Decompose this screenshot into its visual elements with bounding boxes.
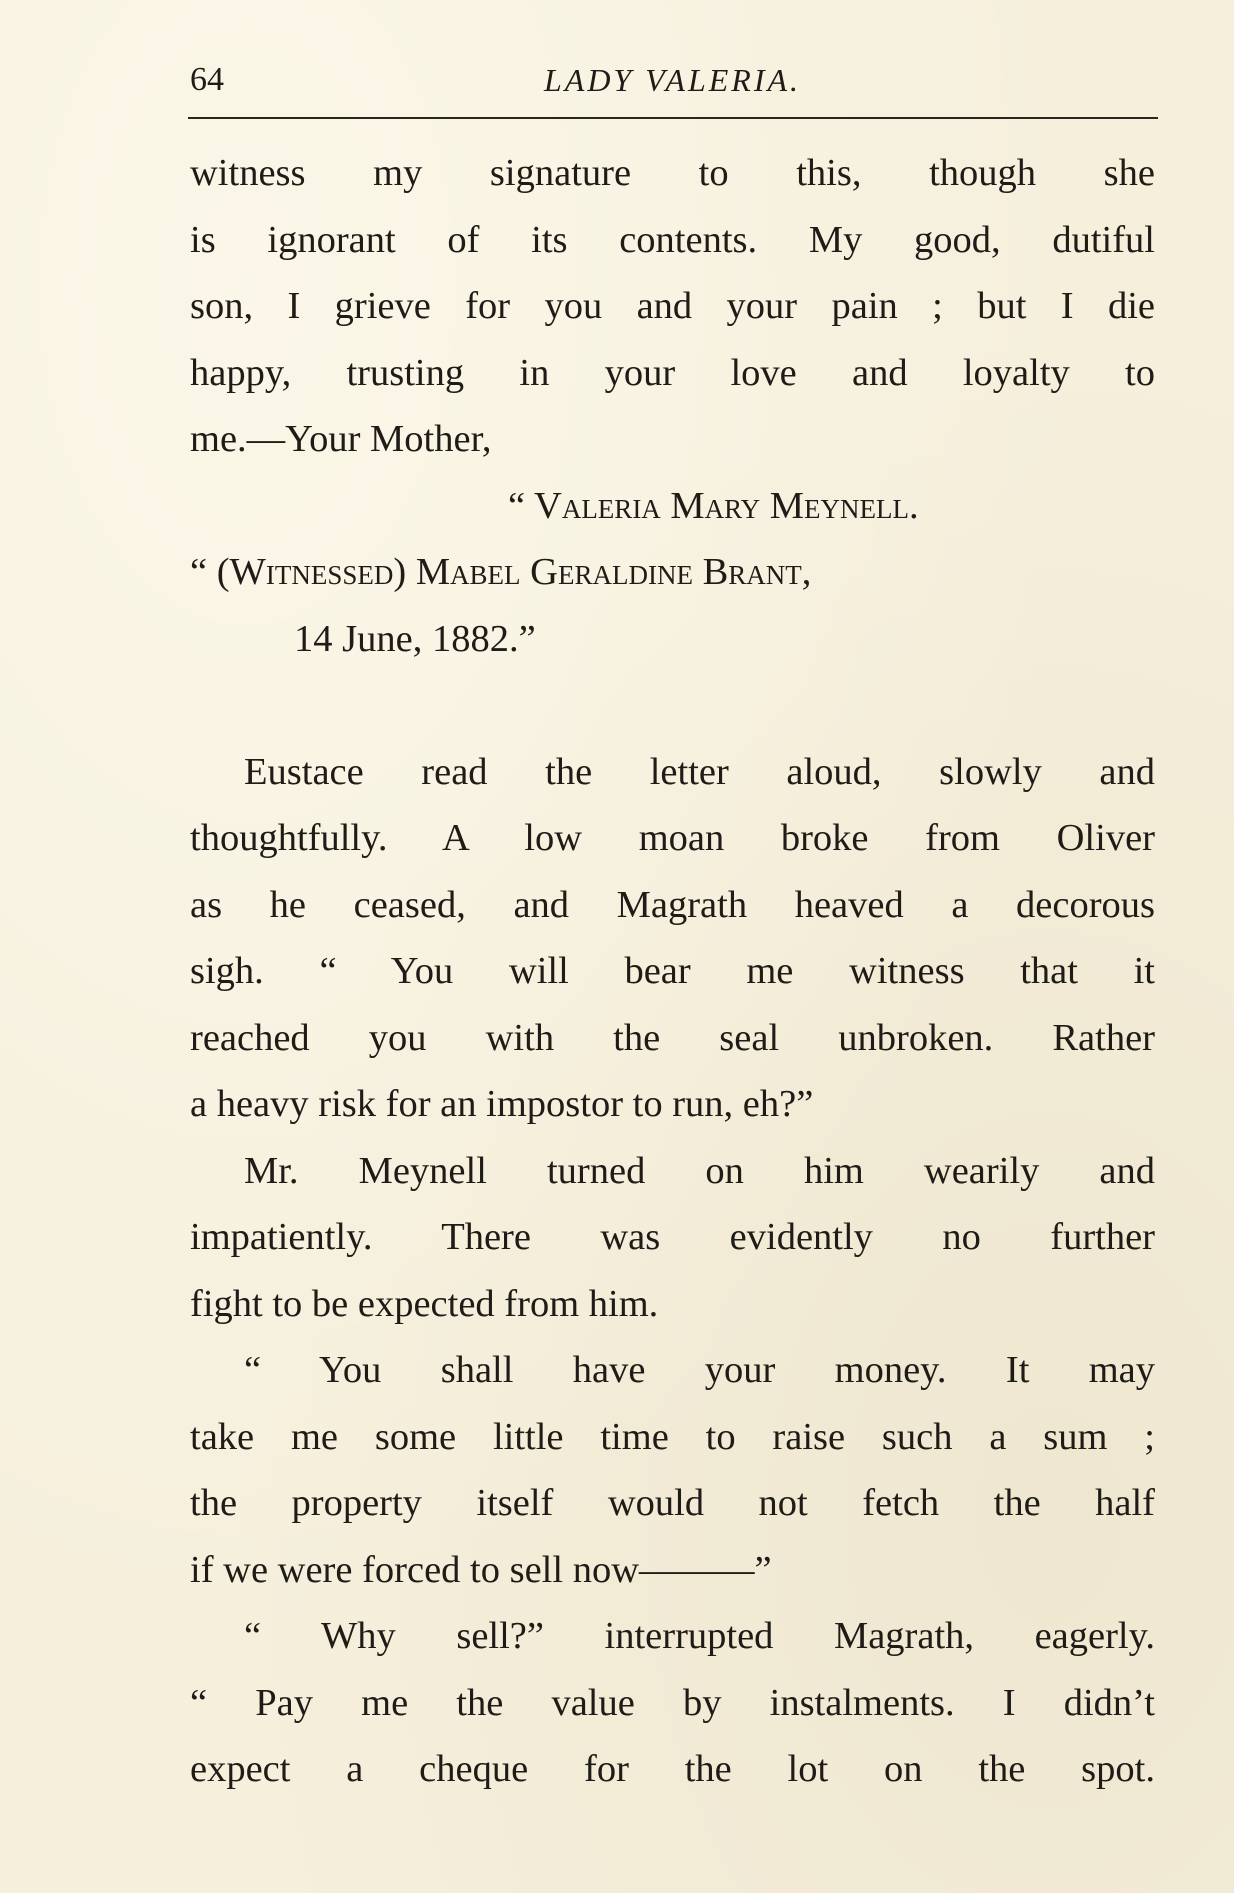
signature-line: “ Valeria Mary Meynell. — [508, 484, 919, 527]
running-title: LADY VALERIA. — [543, 62, 802, 98]
text-line: “ Why sell?” interrupted Magrath, eagerly. — [244, 1615, 1155, 1657]
body-text — [190, 140, 1155, 1803]
text-line: “ You shall have your money. It may — [244, 1349, 1155, 1391]
text-line: as he ceased, and Magrath heaved a decorous — [190, 883, 1155, 926]
text-line: son, I grieve for you and your pain ; but I die — [190, 285, 1155, 327]
text-line: sigh. “ You will bear me witness that it — [190, 950, 1155, 992]
text-line: Mr. Meynell turned on him wearily and — [244, 1149, 1155, 1192]
paragraph-gap — [190, 672, 1155, 739]
text-line: take me some little time to raise such a sum ; — [190, 1415, 1155, 1458]
text-line: witness my signature to this, though she — [190, 152, 1155, 194]
text-line: fight to be expected from him. — [190, 1282, 659, 1325]
text-line: if we were forced to sell now———” — [190, 1548, 772, 1591]
page-number: 64 — [190, 61, 224, 98]
text-line: a heavy risk for an impostor to run, eh?” — [190, 1083, 814, 1125]
text-line: is ignorant of its contents. My good, dutiful — [190, 218, 1155, 261]
header-rule — [188, 117, 1158, 119]
text-line: thoughtfully. A low moan broke from Oliver — [190, 817, 1155, 859]
page-header — [190, 60, 1155, 120]
text-line: happy, trusting in your love and loyalty to — [190, 351, 1155, 394]
witness-line: “ (Witnessed) Mabel Geraldine Brant, — [190, 551, 812, 593]
date-line: 14 June, 1882.” — [294, 617, 536, 660]
text-line: me.—Your Mother, — [190, 418, 492, 460]
text-line: impatiently. There was evidently no further — [190, 1216, 1155, 1258]
text-line: the property itself would not fetch the half — [190, 1482, 1155, 1524]
text-line: Eustace read the letter aloud, slowly and — [244, 750, 1155, 793]
text-line: reached you with the seal unbroken. Rather — [190, 1016, 1155, 1059]
text-line: expect a cheque for the lot on the spot. — [190, 1748, 1155, 1790]
text-line: “ Pay me the value by instalments. I didn’t — [190, 1681, 1155, 1724]
